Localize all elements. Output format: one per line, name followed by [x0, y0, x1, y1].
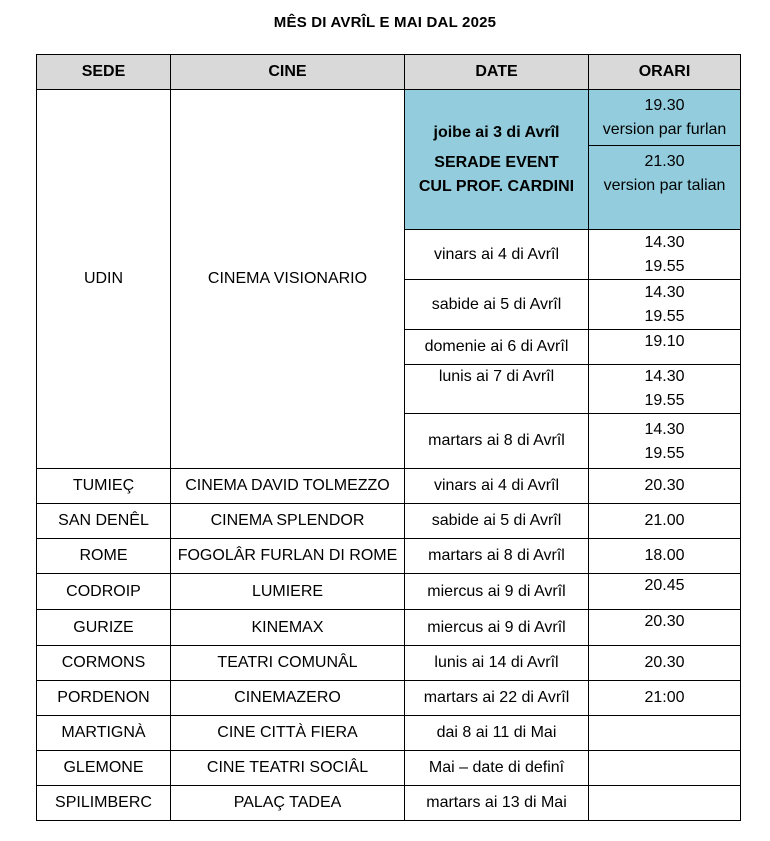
header-orari: ORARI: [589, 55, 741, 90]
sede-cell: CODROIP: [37, 574, 171, 610]
sede-cell: SAN DENÊL: [37, 504, 171, 539]
table-row: [37, 646, 741, 681]
header-cine: CINE: [171, 55, 405, 90]
cine-cell: CINE TEATRI SOCIÂL: [171, 751, 405, 786]
time-cell: [589, 716, 741, 751]
time-value: 14.30: [644, 368, 685, 385]
time-value: 14.30: [644, 421, 685, 438]
sede-cell: ROME: [37, 539, 171, 574]
event-note-1: version par furlan: [602, 120, 727, 138]
time-cell: [589, 146, 741, 230]
time-cell: 20.30: [589, 610, 741, 646]
time-cell: [589, 280, 741, 330]
time-cell: [589, 414, 741, 469]
date-cell: martars ai 8 di Avrîl: [405, 414, 589, 469]
time-value: 14.30: [644, 283, 685, 301]
cine-cell: PALAÇ TADEA: [171, 786, 405, 821]
table-row: [37, 574, 741, 610]
time-cell: [589, 365, 741, 414]
schedule-table: [36, 54, 741, 821]
table-row: [37, 90, 741, 146]
time-cell: [589, 786, 741, 821]
time-cell: [589, 230, 741, 280]
date-cell: vinars ai 4 di Avrîl: [405, 230, 589, 280]
time-value: 19.55: [644, 257, 685, 275]
table-row: [37, 469, 741, 504]
table-row: [37, 786, 741, 821]
time-value: 19.55: [644, 392, 685, 409]
sede-cell: PORDENON: [37, 681, 171, 716]
time-cell: 20.30: [589, 646, 741, 681]
event-date-cell: [405, 90, 589, 230]
event-time-1: 19.30: [644, 96, 685, 114]
time-cell: 18.00: [589, 539, 741, 574]
cine-cell: CINEMA SPLENDOR: [171, 504, 405, 539]
date-cell: dai 8 ai 11 di Mai: [405, 716, 589, 751]
time-value: 19.55: [644, 445, 685, 462]
cine-cell: CINEMAZERO: [171, 681, 405, 716]
time-value: 14.30: [644, 233, 685, 251]
date-cell: lunis ai 7 di Avrîl: [405, 365, 589, 414]
table-row: [37, 751, 741, 786]
event-time-2: 21.30: [644, 153, 685, 170]
sede-cell: GURIZE: [37, 610, 171, 646]
cine-cell: CINEMA VISIONARIO: [171, 90, 405, 469]
table-row: [37, 681, 741, 716]
cine-cell: FOGOLÂR FURLAN DI ROME: [171, 539, 405, 574]
time-value: 19.55: [644, 307, 685, 325]
date-cell: martars ai 22 di Avrîl: [405, 681, 589, 716]
time-cell: 21:00: [589, 681, 741, 716]
event-date: joibe ai 3 di Avrîl: [433, 123, 560, 141]
header-sede: SEDE: [37, 55, 171, 90]
time-cell: [589, 330, 741, 365]
event-note-2: version par talian: [603, 177, 726, 194]
time-cell: 20.30: [589, 469, 741, 504]
header-date: DATE: [405, 55, 589, 90]
time-cell: [589, 751, 741, 786]
date-cell: sabide ai 5 di Avrîl: [405, 280, 589, 330]
sede-cell: MARTIGNÀ: [37, 716, 171, 751]
cine-cell: TEATRI COMUNÂL: [171, 646, 405, 681]
cine-cell: CINEMA DAVID TOLMEZZO: [171, 469, 405, 504]
table-row: [37, 610, 741, 646]
event-speaker: CUL PROF. CARDINI: [418, 177, 575, 195]
cine-cell: LUMIERE: [171, 574, 405, 610]
date-cell: vinars ai 4 di Avrîl: [405, 469, 589, 504]
date-cell: Mai – date di definî: [405, 751, 589, 786]
header-row: [37, 55, 741, 90]
table-row: [37, 539, 741, 574]
cine-cell: CINE CITTÀ FIERA: [171, 716, 405, 751]
date-cell: sabide ai 5 di Avrîl: [405, 504, 589, 539]
sede-cell: UDIN: [37, 90, 171, 469]
date-cell: martars ai 13 di Mai: [405, 786, 589, 821]
event-title: SERADE EVENT: [434, 153, 559, 171]
page-title: MÊS DI AVRÎL E MAI DAL 2025: [273, 14, 497, 31]
date-cell: lunis ai 14 di Avrîl: [405, 646, 589, 681]
time-cell: [589, 90, 741, 146]
sede-cell: TUMIEÇ: [37, 469, 171, 504]
sede-cell: CORMONS: [37, 646, 171, 681]
cine-cell: KINEMAX: [171, 610, 405, 646]
time-cell: 20.45: [589, 574, 741, 610]
table-row: [37, 504, 741, 539]
date-cell: domenie ai 6 di Avrîl: [405, 330, 589, 365]
date-cell: miercus ai 9 di Avrîl: [405, 610, 589, 646]
sede-cell: SPILIMBERC: [37, 786, 171, 821]
time-value: 19.10: [644, 333, 685, 350]
date-cell: martars ai 8 di Avrîl: [405, 539, 589, 574]
time-cell: 21.00: [589, 504, 741, 539]
table-row: [37, 716, 741, 751]
date-cell: miercus ai 9 di Avrîl: [405, 574, 589, 610]
sede-cell: GLEMONE: [37, 751, 171, 786]
